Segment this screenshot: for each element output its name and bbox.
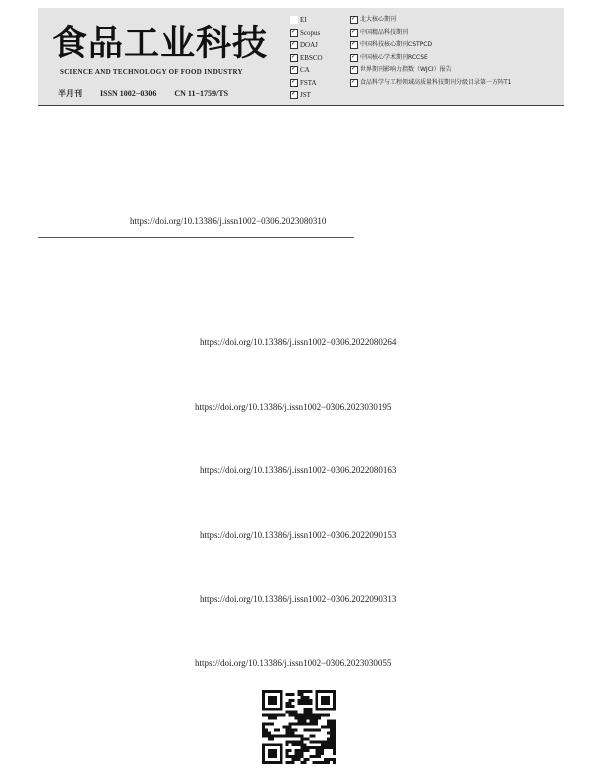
doi-link-6[interactable]: https://doi.org/10.13386/j.issn1002−0306.2022090313 <box>200 594 397 604</box>
doi-link-7[interactable]: https://doi.org/10.13386/j.issn1002−0306.2023030055 <box>195 658 392 668</box>
index-item: ✓ 中国核心学术期刊RCCSE <box>350 52 560 65</box>
index-list-left <box>290 14 348 102</box>
index-item: ✓ 中国科技核心期刊CSTPCD <box>350 39 560 52</box>
index-item: ✓ 中国精品科技期刊 <box>350 27 560 40</box>
index-item: EI <box>290 14 348 27</box>
index-list-right <box>350 14 560 89</box>
journal-logo: 食品工业科技 <box>52 23 269 64</box>
doi-link-4[interactable]: https://doi.org/10.13386/j.issn1002−0306.2022080163 <box>200 465 397 475</box>
checkbox-icon <box>350 29 358 37</box>
section-divider <box>38 237 354 238</box>
checkbox-icon <box>290 41 298 49</box>
index-item: ✓ CA <box>290 64 348 77</box>
issn-line <box>58 88 244 99</box>
doi-link-2[interactable]: https://doi.org/10.13386/j.issn1002−0306.2022080264 <box>200 337 397 347</box>
checkbox-icon <box>290 16 298 24</box>
checkbox-icon <box>350 16 358 24</box>
index-item: ✓ JST <box>290 89 348 102</box>
checkbox-icon <box>350 66 358 74</box>
journal-header <box>38 8 564 105</box>
checkbox-icon <box>350 79 358 87</box>
index-item: ✓ 食品科学与工程领域高质量科技期刊分级目录第一方阵T1 <box>350 77 560 90</box>
index-item: ✓ 北大核心期刊 <box>350 14 560 27</box>
checkbox-icon <box>290 29 298 37</box>
checkbox-icon <box>350 54 358 62</box>
issn: ISSN 1002−0306 <box>100 89 157 98</box>
index-item: ✓ DOAJ <box>290 39 348 52</box>
doi-link-1[interactable]: https://doi.org/10.13386/j.issn1002−0306.2023080310 <box>130 216 327 226</box>
checkbox-icon <box>290 54 298 62</box>
index-item: ✓ 世界期刊影响力指数（WJCI）报告 <box>350 64 560 77</box>
index-item: ✓ FSTA <box>290 77 348 90</box>
journal-subtitle: SCIENCE AND TECHNOLOGY OF FOOD INDUSTRY <box>60 68 243 76</box>
checkbox-icon <box>350 41 358 49</box>
cn-number: CN 11−1759/TS <box>174 89 229 98</box>
frequency: 半月刊 <box>58 89 82 98</box>
qr-code-icon[interactable] <box>262 690 336 764</box>
header-divider <box>38 105 564 106</box>
checkbox-icon <box>290 91 298 99</box>
checkbox-icon <box>290 66 298 74</box>
checkbox-icon <box>290 79 298 87</box>
index-item: ✓ EBSCO <box>290 52 348 65</box>
doi-link-5[interactable]: https://doi.org/10.13386/j.issn1002−0306.2022090153 <box>200 530 397 540</box>
index-item: ✓ Scopus <box>290 27 348 40</box>
doi-link-3[interactable]: https://doi.org/10.13386/j.issn1002−0306.2023030195 <box>195 402 392 412</box>
